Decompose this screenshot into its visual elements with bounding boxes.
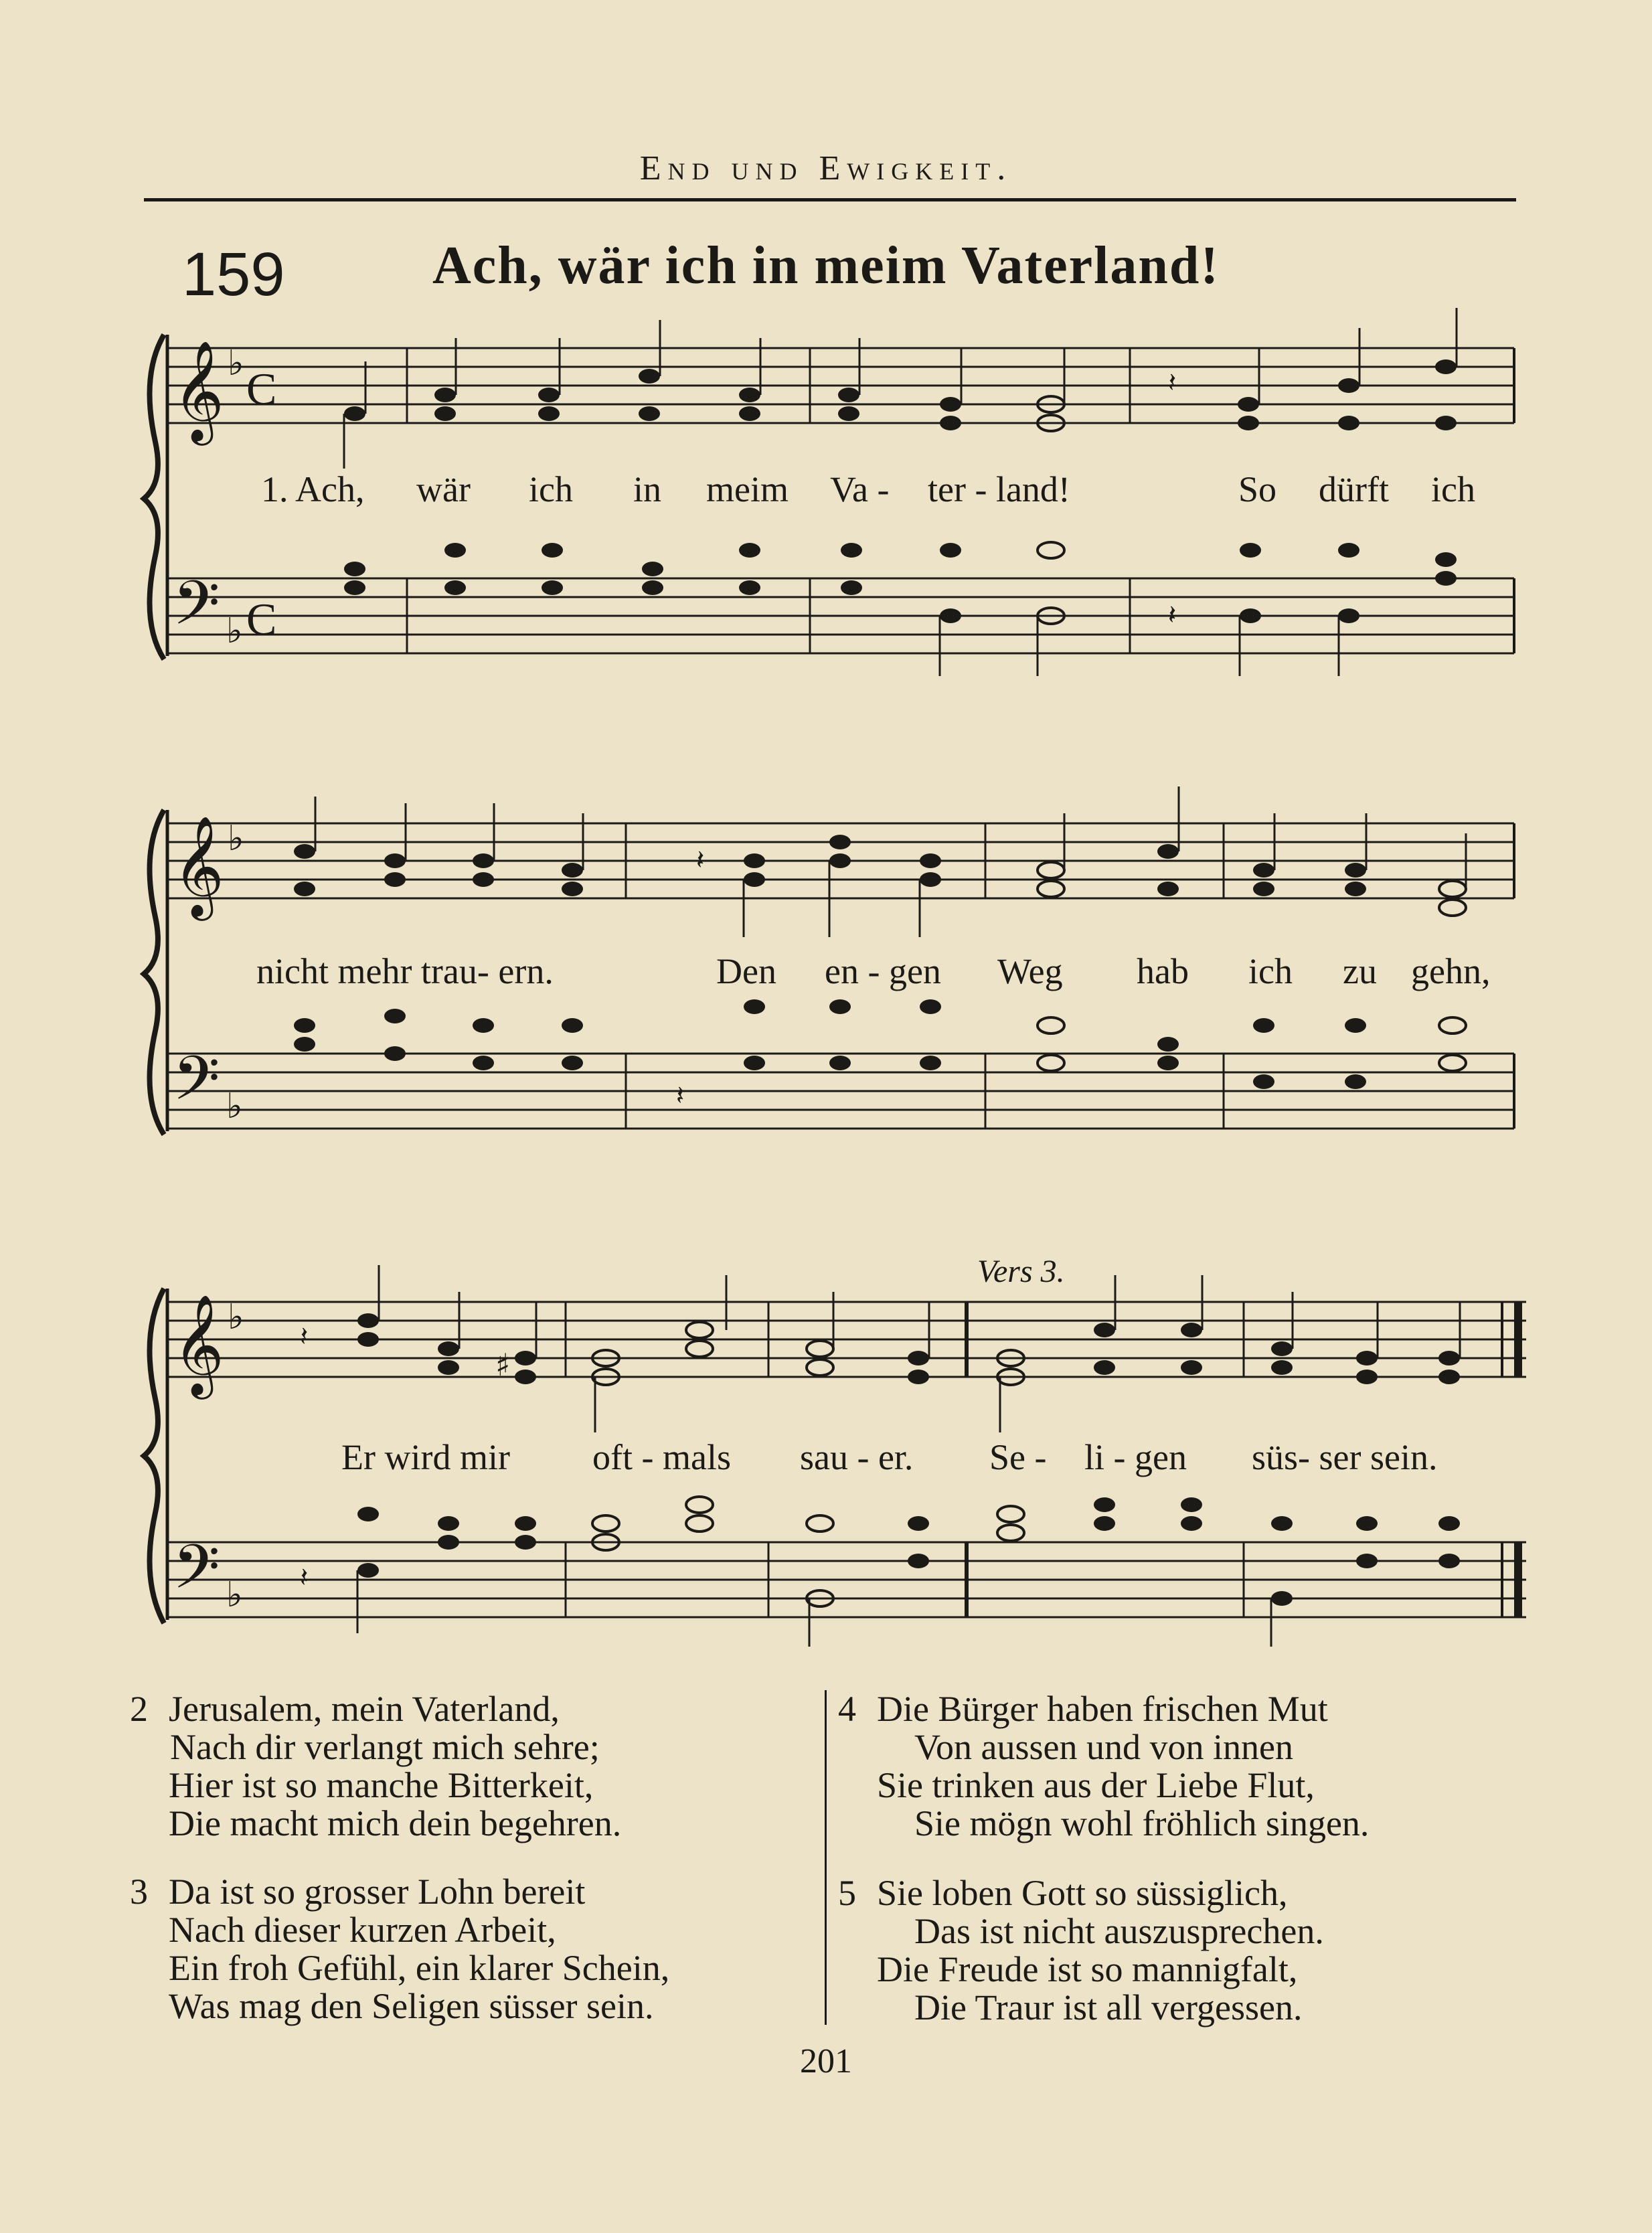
stanza-line: Die Traur ist all vergessen. bbox=[914, 1987, 1303, 2028]
stanza-number: 4 bbox=[838, 1689, 856, 1729]
lyric-syllable: oft - mals bbox=[592, 1437, 731, 1477]
page-number: 201 bbox=[800, 2042, 852, 2080]
svg-text:𝄽: 𝄽 bbox=[1168, 367, 1177, 398]
lyric-syllable: ich bbox=[1248, 951, 1293, 991]
svg-text:♯: ♯ bbox=[495, 1347, 511, 1383]
lyric-syllable: Er wird mir bbox=[341, 1437, 510, 1477]
lyric-syllable: zu bbox=[1343, 951, 1377, 991]
stanza-line: Sie mögn wohl fröhlich singen. bbox=[914, 1803, 1370, 1843]
lyric-syllable: meim bbox=[706, 469, 789, 509]
svg-text:𝄞: 𝄞 bbox=[173, 815, 224, 916]
stanza-2 bbox=[130, 1689, 622, 1843]
stanza-number: 2 bbox=[130, 1689, 148, 1729]
stanza-line: Das ist nicht auszusprechen. bbox=[914, 1911, 1324, 1951]
svg-text:C: C bbox=[246, 594, 277, 645]
stanza-line: Die Bürger haben frischen Mut bbox=[877, 1689, 1328, 1729]
lyric-syllable: in bbox=[633, 469, 662, 509]
lyric-syllable: ter - land! bbox=[928, 469, 1070, 509]
lyric-syllable: süs- ser sein. bbox=[1252, 1437, 1438, 1477]
lyric-syllable: ich bbox=[529, 469, 573, 509]
lyric-syllable: 1. Ach, bbox=[261, 469, 365, 509]
lyric-syllable: li - gen bbox=[1084, 1437, 1187, 1477]
svg-text:♭: ♭ bbox=[226, 1575, 243, 1615]
stanza-line: Sie trinken aus der Liebe Flut, bbox=[877, 1765, 1315, 1805]
stanza-5 bbox=[838, 1873, 1324, 2028]
verse-3-marker: Vers 3. bbox=[977, 1254, 1065, 1289]
hymn-number: 159 bbox=[182, 240, 285, 309]
stanza-4 bbox=[838, 1689, 1370, 1843]
svg-text:𝄢: 𝄢 bbox=[173, 1532, 220, 1617]
lyric-syllable: wär bbox=[416, 469, 471, 509]
lyric-syllable: ich bbox=[1431, 469, 1475, 509]
running-head: End und Ewigkeit. bbox=[639, 149, 1013, 187]
svg-text:♭: ♭ bbox=[228, 343, 244, 384]
svg-text:♭: ♭ bbox=[228, 1297, 244, 1337]
svg-text:𝄞: 𝄞 bbox=[173, 1293, 224, 1395]
lyric-syllable: hab bbox=[1137, 951, 1189, 991]
stanza-line: Die macht mich dein begehren. bbox=[169, 1803, 622, 1843]
lyric-syllable: Weg bbox=[997, 951, 1063, 991]
lyric-syllable: Den bbox=[716, 951, 776, 991]
stanza-line: Hier ist so manche Bitterkeit, bbox=[169, 1765, 594, 1805]
svg-text:𝄽: 𝄽 bbox=[1168, 600, 1177, 631]
svg-text:𝄞: 𝄞 bbox=[173, 339, 224, 441]
stanza-number: 5 bbox=[838, 1873, 856, 1913]
svg-text:♭: ♭ bbox=[228, 819, 244, 859]
lyric-syllable: Va - bbox=[830, 469, 890, 509]
svg-text:C: C bbox=[246, 363, 277, 414]
svg-text:𝄽: 𝄽 bbox=[300, 1321, 309, 1352]
svg-text:♭: ♭ bbox=[226, 611, 243, 651]
stanza-number: 3 bbox=[130, 1872, 148, 1912]
stanza-line: Da ist so grosser Lohn bereit bbox=[169, 1872, 586, 1912]
stanza-line: Jerusalem, mein Vaterland, bbox=[169, 1689, 560, 1729]
column-divider bbox=[825, 1690, 827, 2025]
lyric-syllable: en - gen bbox=[825, 951, 941, 991]
stanza-line: Von aussen und von innen bbox=[914, 1727, 1293, 1767]
stanza-line: Nach dieser kurzen Arbeit, bbox=[169, 1910, 556, 1950]
lyric-syllable: dürft bbox=[1319, 469, 1389, 509]
svg-text:♭: ♭ bbox=[226, 1086, 243, 1127]
lyric-syllable: Se - bbox=[989, 1437, 1047, 1477]
svg-text:𝄽: 𝄽 bbox=[300, 1562, 309, 1593]
stanza-line: Nach dir verlangt mich sehre; bbox=[170, 1727, 600, 1767]
svg-text:𝄽: 𝄽 bbox=[676, 1080, 685, 1111]
svg-text:𝄢: 𝄢 bbox=[173, 568, 220, 653]
stanza-line: Die Freude ist so mannigfalt, bbox=[877, 1949, 1298, 1989]
lyric-syllable: So bbox=[1238, 469, 1277, 509]
hymn-title: Ach, wär ich in meim Vaterland! bbox=[432, 236, 1220, 295]
lyric-syllable: nicht mehr trau- ern. bbox=[256, 951, 554, 991]
lyric-syllable: sau - er. bbox=[800, 1437, 914, 1477]
stanza-line: Sie loben Gott so süssiglich, bbox=[877, 1873, 1288, 1913]
svg-text:𝄢: 𝄢 bbox=[173, 1043, 220, 1129]
svg-text:𝄽: 𝄽 bbox=[696, 845, 705, 876]
stanza-3 bbox=[130, 1872, 670, 2026]
stanza-line: Ein froh Gefühl, ein klarer Schein, bbox=[169, 1948, 670, 1988]
lyric-syllable: gehn, bbox=[1411, 951, 1491, 991]
stanza-line: Was mag den Seligen süsser sein. bbox=[169, 1986, 654, 2026]
